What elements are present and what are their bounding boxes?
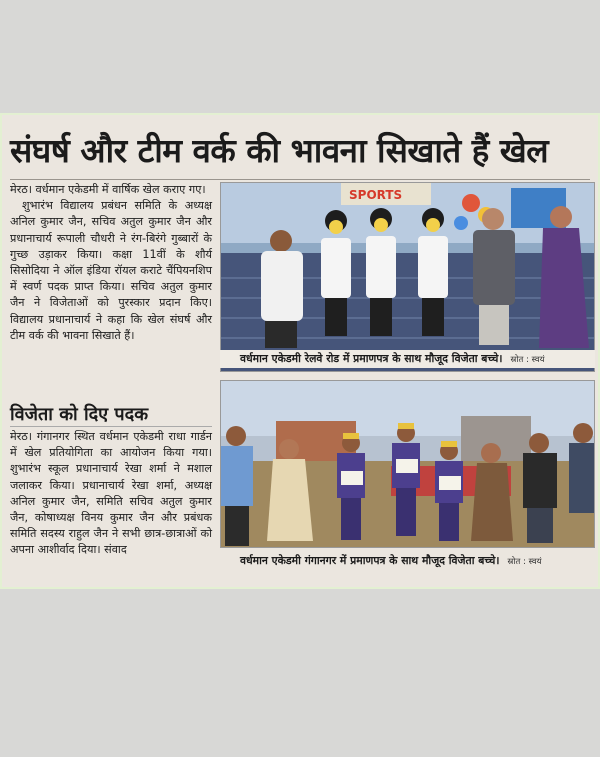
photo1-source: स्रोत : स्वयं	[510, 355, 545, 365]
headline-rule	[10, 179, 590, 180]
newspaper-clipping	[2, 115, 598, 587]
sports-banner-text: SPORTS	[349, 188, 403, 202]
photo-winners-railway-road	[220, 182, 595, 372]
article-column-1	[10, 182, 212, 344]
photo2-caption	[220, 552, 595, 570]
headline: संघर्ष और टीम वर्क की भावना सिखाते हैं खेल	[10, 131, 549, 170]
photo1-caption	[220, 350, 595, 368]
photo2-caption-text: वर्धमान एकेडमी गंगानगर में प्रमाणपत्र के साथ मौजूद विजेता बच्चे।	[240, 554, 500, 567]
photo2-source: स्रोत : स्वयं	[507, 557, 542, 567]
article-paragraph: मेरठ। वर्धमान एकेडमी में वार्षिक खेल कराए गए।	[10, 183, 206, 196]
article-paragraph: शुभारंभ विद्यालय प्रबंधन समिति के अध्यक्ष अनिल कुमार जैन, सचिव अतुल कुमार जैन और प्रधानाचार्य रूपाली चौधरी ने रंग-बिरंगे गुब्बारों के गुच्छ उड़ाकर किया। कक्षा 11वीं के शौर्य सिसोदिया ने ऑल इंडिया रॉयल कराटे चैंपियनशिप में स्वर्ण पदक प्राप्त किया। सचिव अतुल कुमार जैन ने विजेताओं को पुरस्कार प्रदान किए। विद्यालय प्रधानाचार्य ने कहा कि खेल संघर्ष और टीम वर्क की भावना सिखाते हैं।	[10, 199, 212, 342]
article-column-2	[10, 429, 212, 559]
photo1-caption-text: वर्धमान एकेडमी रेलवे रोड में प्रमाणपत्र के साथ मौजूद विजेता बच्चे।	[240, 352, 503, 365]
photo-winners-ganganagar	[220, 380, 595, 548]
article-paragraph: मेरठ। गंगानगर स्थित वर्धमान एकेडमी राधा गार्डन में खेल प्रतियोगिता का आयोजन किया गया। शुभारंभ स्कूल प्रधानाचार्य रेखा शर्मा ने मशाल जलाकर किया। प्रधानाचार्य रेखा शर्मा, अध्यक्ष अनिल कुमार जैन, समिति सचिव अतुल कुमार जैन, कोषाध्यक्ष विनय कुमार जैन और प्रबंधक समिति सदस्य राहुल जैन ने सभी छात्र-छात्राओं को अपना आशीर्वाद दिया। संवाद	[10, 430, 212, 557]
subheadline: विजेता को दिए पदक	[10, 403, 212, 427]
